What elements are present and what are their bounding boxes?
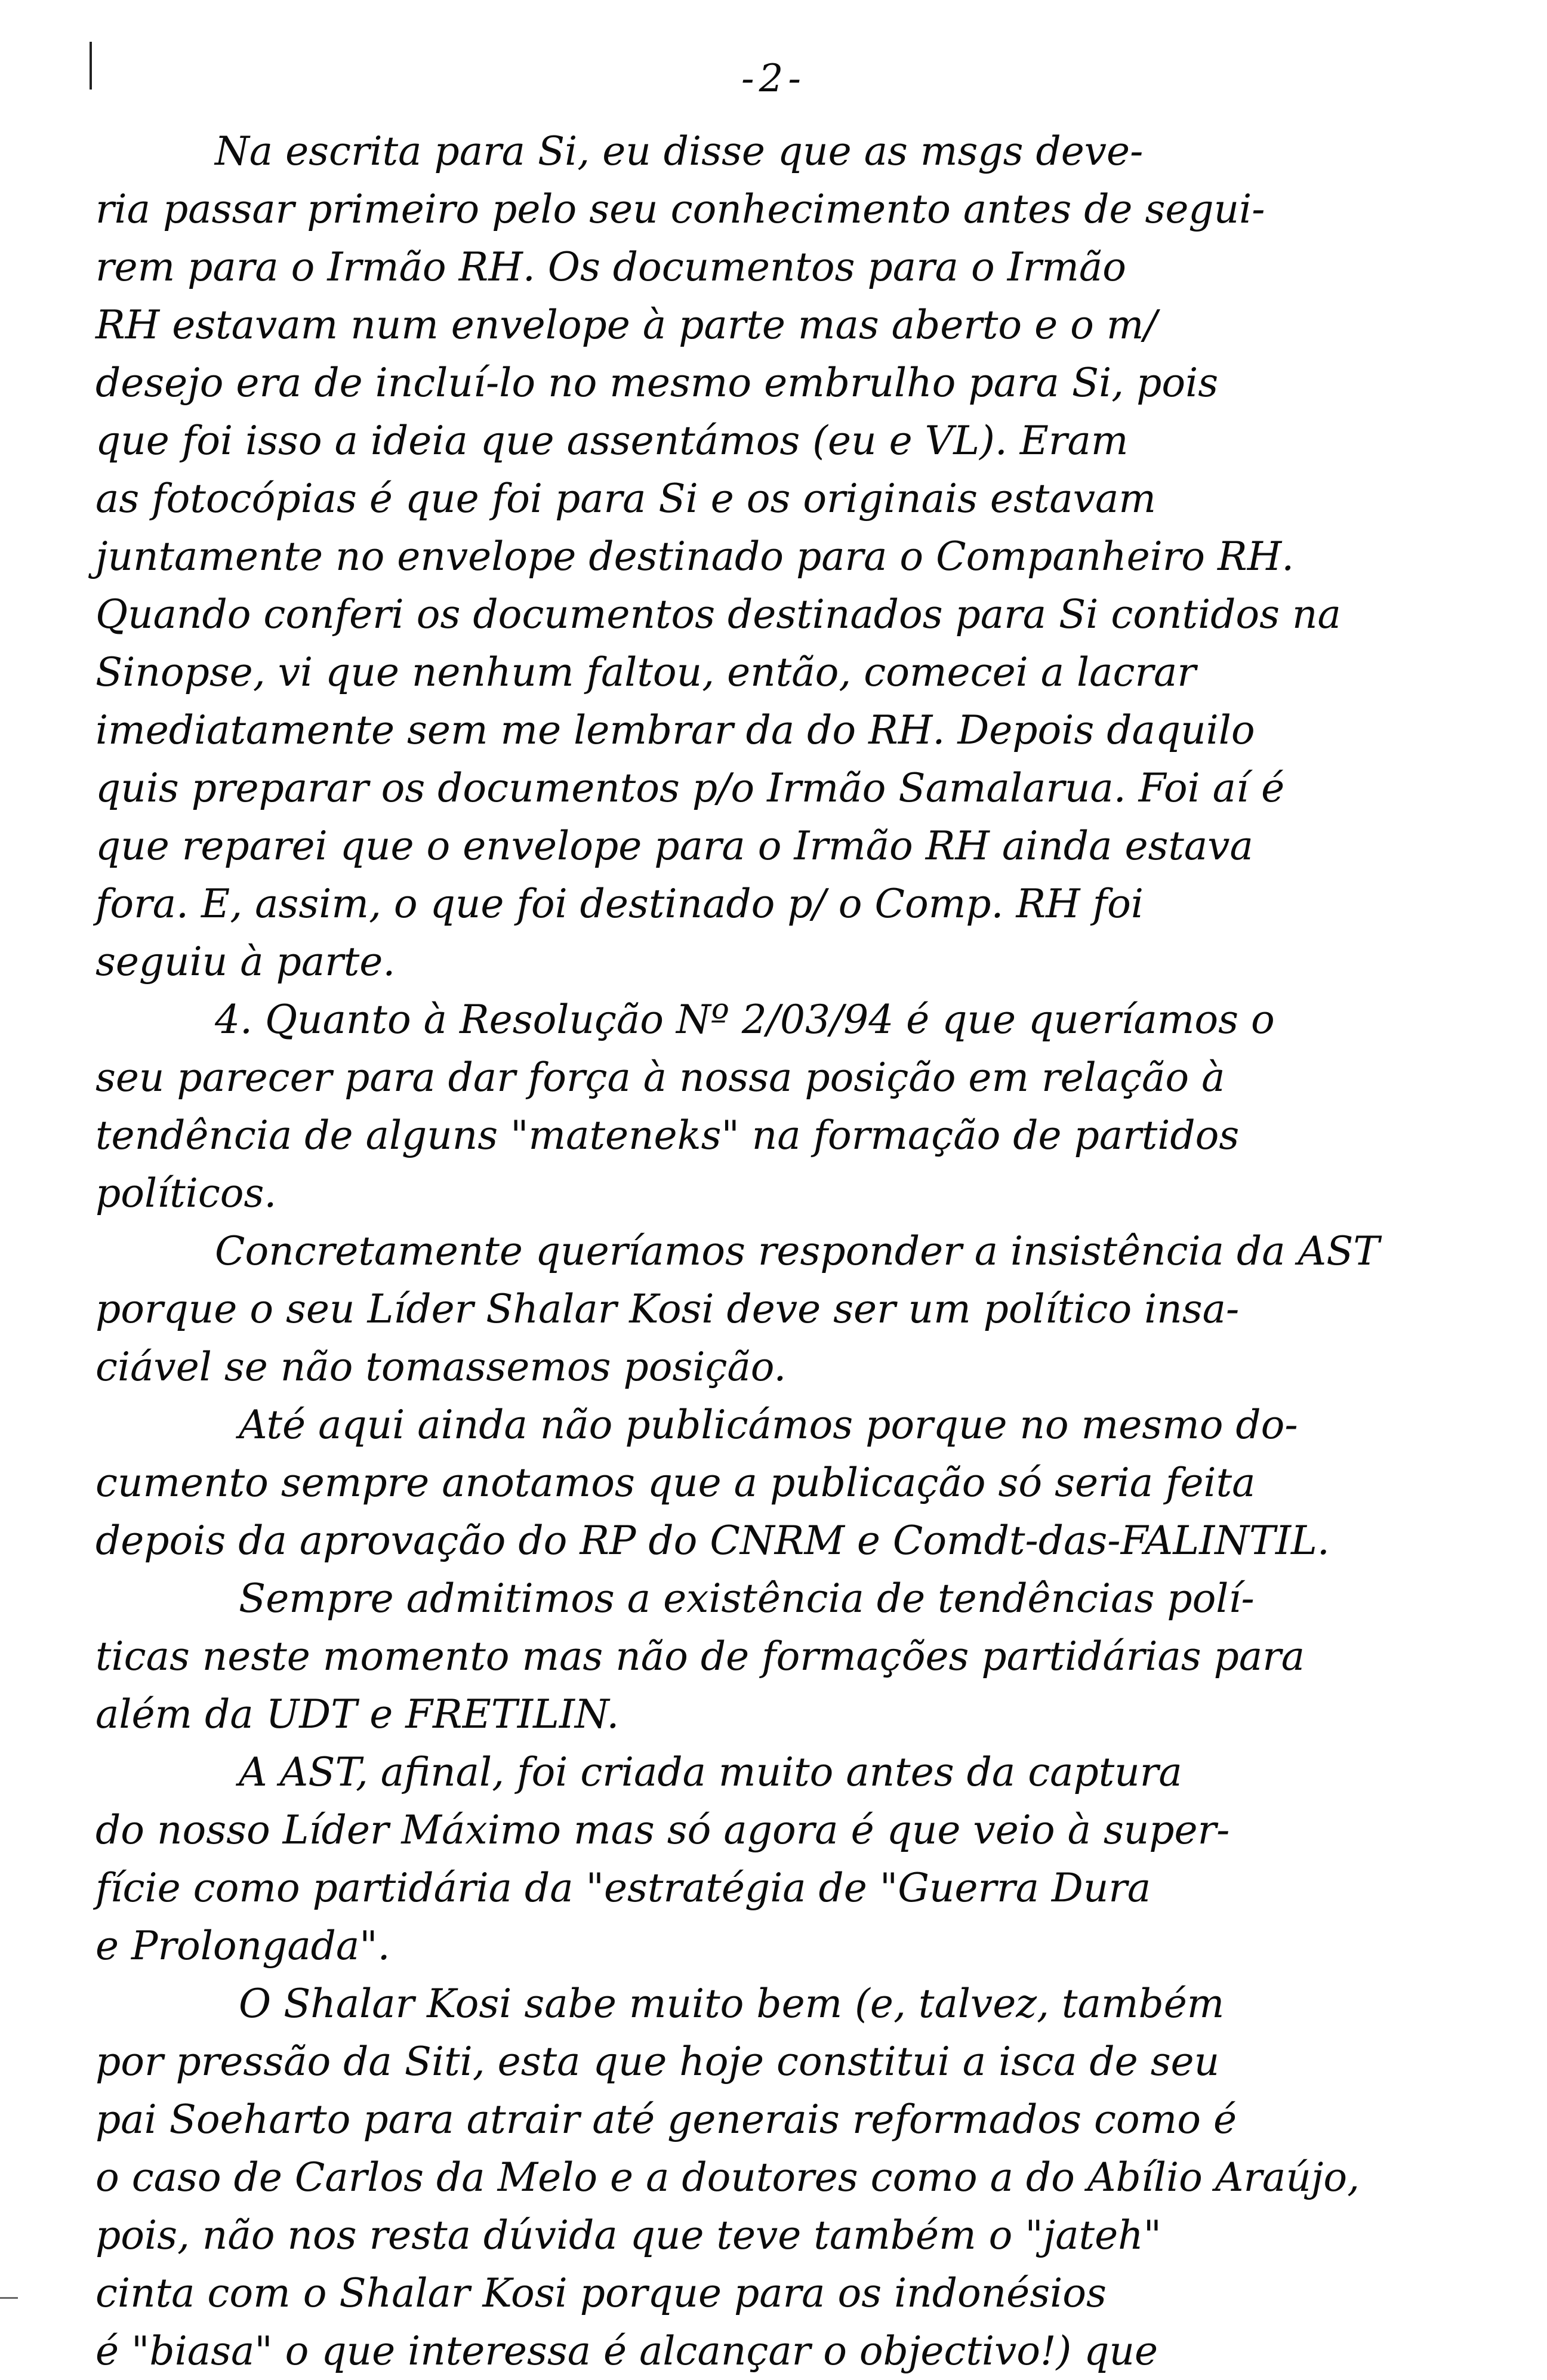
text-line: Sinopse, vi que nenhum faltou, então, comecei a lacrar: [95, 649, 1196, 695]
text-line: pois, não nos resta dúvida que teve também o "jateh": [95, 2212, 1161, 2258]
text-line: rem para o Irmão RH. Os documentos para o Irmão: [95, 244, 1126, 290]
text-line: quis preparar os documentos p/o Irmão Samalarua. Foi aí é: [95, 765, 1285, 811]
text-line: ciável se não tomassemos posição.: [95, 1344, 787, 1390]
text-line: O Shalar Kosi sabe muito bem (e, talvez, também: [239, 1981, 1225, 2027]
page-number: -2-: [741, 57, 806, 101]
text-line: desejo era de incluí-lo no mesmo embrulho para Si, pois: [95, 360, 1219, 406]
text-line: ria passar primeiro pelo seu conhecimento antes de segui-: [95, 186, 1265, 232]
text-line: que reparei que o envelope para o Irmão RH ainda estava: [95, 823, 1253, 869]
text-line: cumento sempre anotamos que a publicação só seria feita: [95, 1460, 1256, 1506]
text-line: pai Soeharto para atrair até generais reformados como é: [95, 2097, 1237, 2142]
text-line: as fotocópias é que foi para Si e os originais estavam: [95, 476, 1156, 522]
text-line: Até aqui ainda não publicámos porque no mesmo do-: [239, 1402, 1298, 1448]
text-line: além da UDT e FRETILIN.: [95, 1691, 620, 1737]
letter-body: [95, 122, 1450, 2380]
text-line: tendência de alguns "mateneks" na formação de partidos: [95, 1112, 1240, 1158]
text-line: fora. E, assim, o que foi destinado p/ o Comp. RH foi: [95, 881, 1144, 927]
text-line: 4. Quanto à Resolução Nº 2/03/94 é que queríamos o: [215, 997, 1275, 1043]
text-line: juntamente no envelope destinado para o Companheiro RH.: [95, 534, 1295, 579]
text-line: que foi isso a ideia que assentámos (eu e VL). Eram: [95, 418, 1129, 464]
text-line: ticas neste momento mas não de formações partidárias para: [95, 1633, 1305, 1679]
text-line: é "biasa" o que interessa é alcançar o objectivo!) que: [95, 2328, 1158, 2374]
text-line: por pressão da Siti, esta que hoje constitui a isca de seu: [95, 2039, 1220, 2085]
text-line: fície como partidária da "estratégia de "Guerra Dura: [95, 1865, 1151, 1911]
text-line: do nosso Líder Máximo mas só agora é que veio à super-: [95, 1807, 1230, 1853]
text-line: Quando conferi os documentos destinados para Si contidos na: [95, 591, 1341, 637]
text-line: imediatamente sem me lembrar da do RH. Depois daquilo: [95, 707, 1255, 753]
text-line: seu parecer para dar força à nossa posição em relação à: [95, 1055, 1225, 1100]
text-line: políticos.: [95, 1170, 277, 1216]
text-line: cinta com o Shalar Kosi porque para os indonésios: [95, 2270, 1107, 2316]
text-line: Sempre admitimos a existência de tendências polí-: [239, 1576, 1255, 1621]
text-line: e Prolongada".: [95, 1923, 390, 1969]
text-line: Na escrita para Si, eu disse que as msgs deve-: [215, 128, 1144, 174]
text-line: depois da aprovação do RP do CNRM e Comdt-das-FALINTIL.: [95, 1518, 1330, 1564]
text-line: seguiu à parte.: [95, 939, 396, 985]
text-line: A AST, afinal, foi criada muito antes da captura: [239, 1749, 1182, 1795]
text-line: o caso de Carlos da Melo e a doutores como a do Abílio Araújo,: [95, 2154, 1360, 2200]
text-line: RH estavam num envelope à parte mas aberto e o m/: [95, 302, 1157, 348]
text-line: porque o seu Líder Shalar Kosi deve ser um político insa-: [95, 1286, 1240, 1332]
text-line: Concretamente queríamos responder a insistência da AST: [215, 1228, 1380, 1274]
scan-edge-mark: [0, 2297, 18, 2299]
